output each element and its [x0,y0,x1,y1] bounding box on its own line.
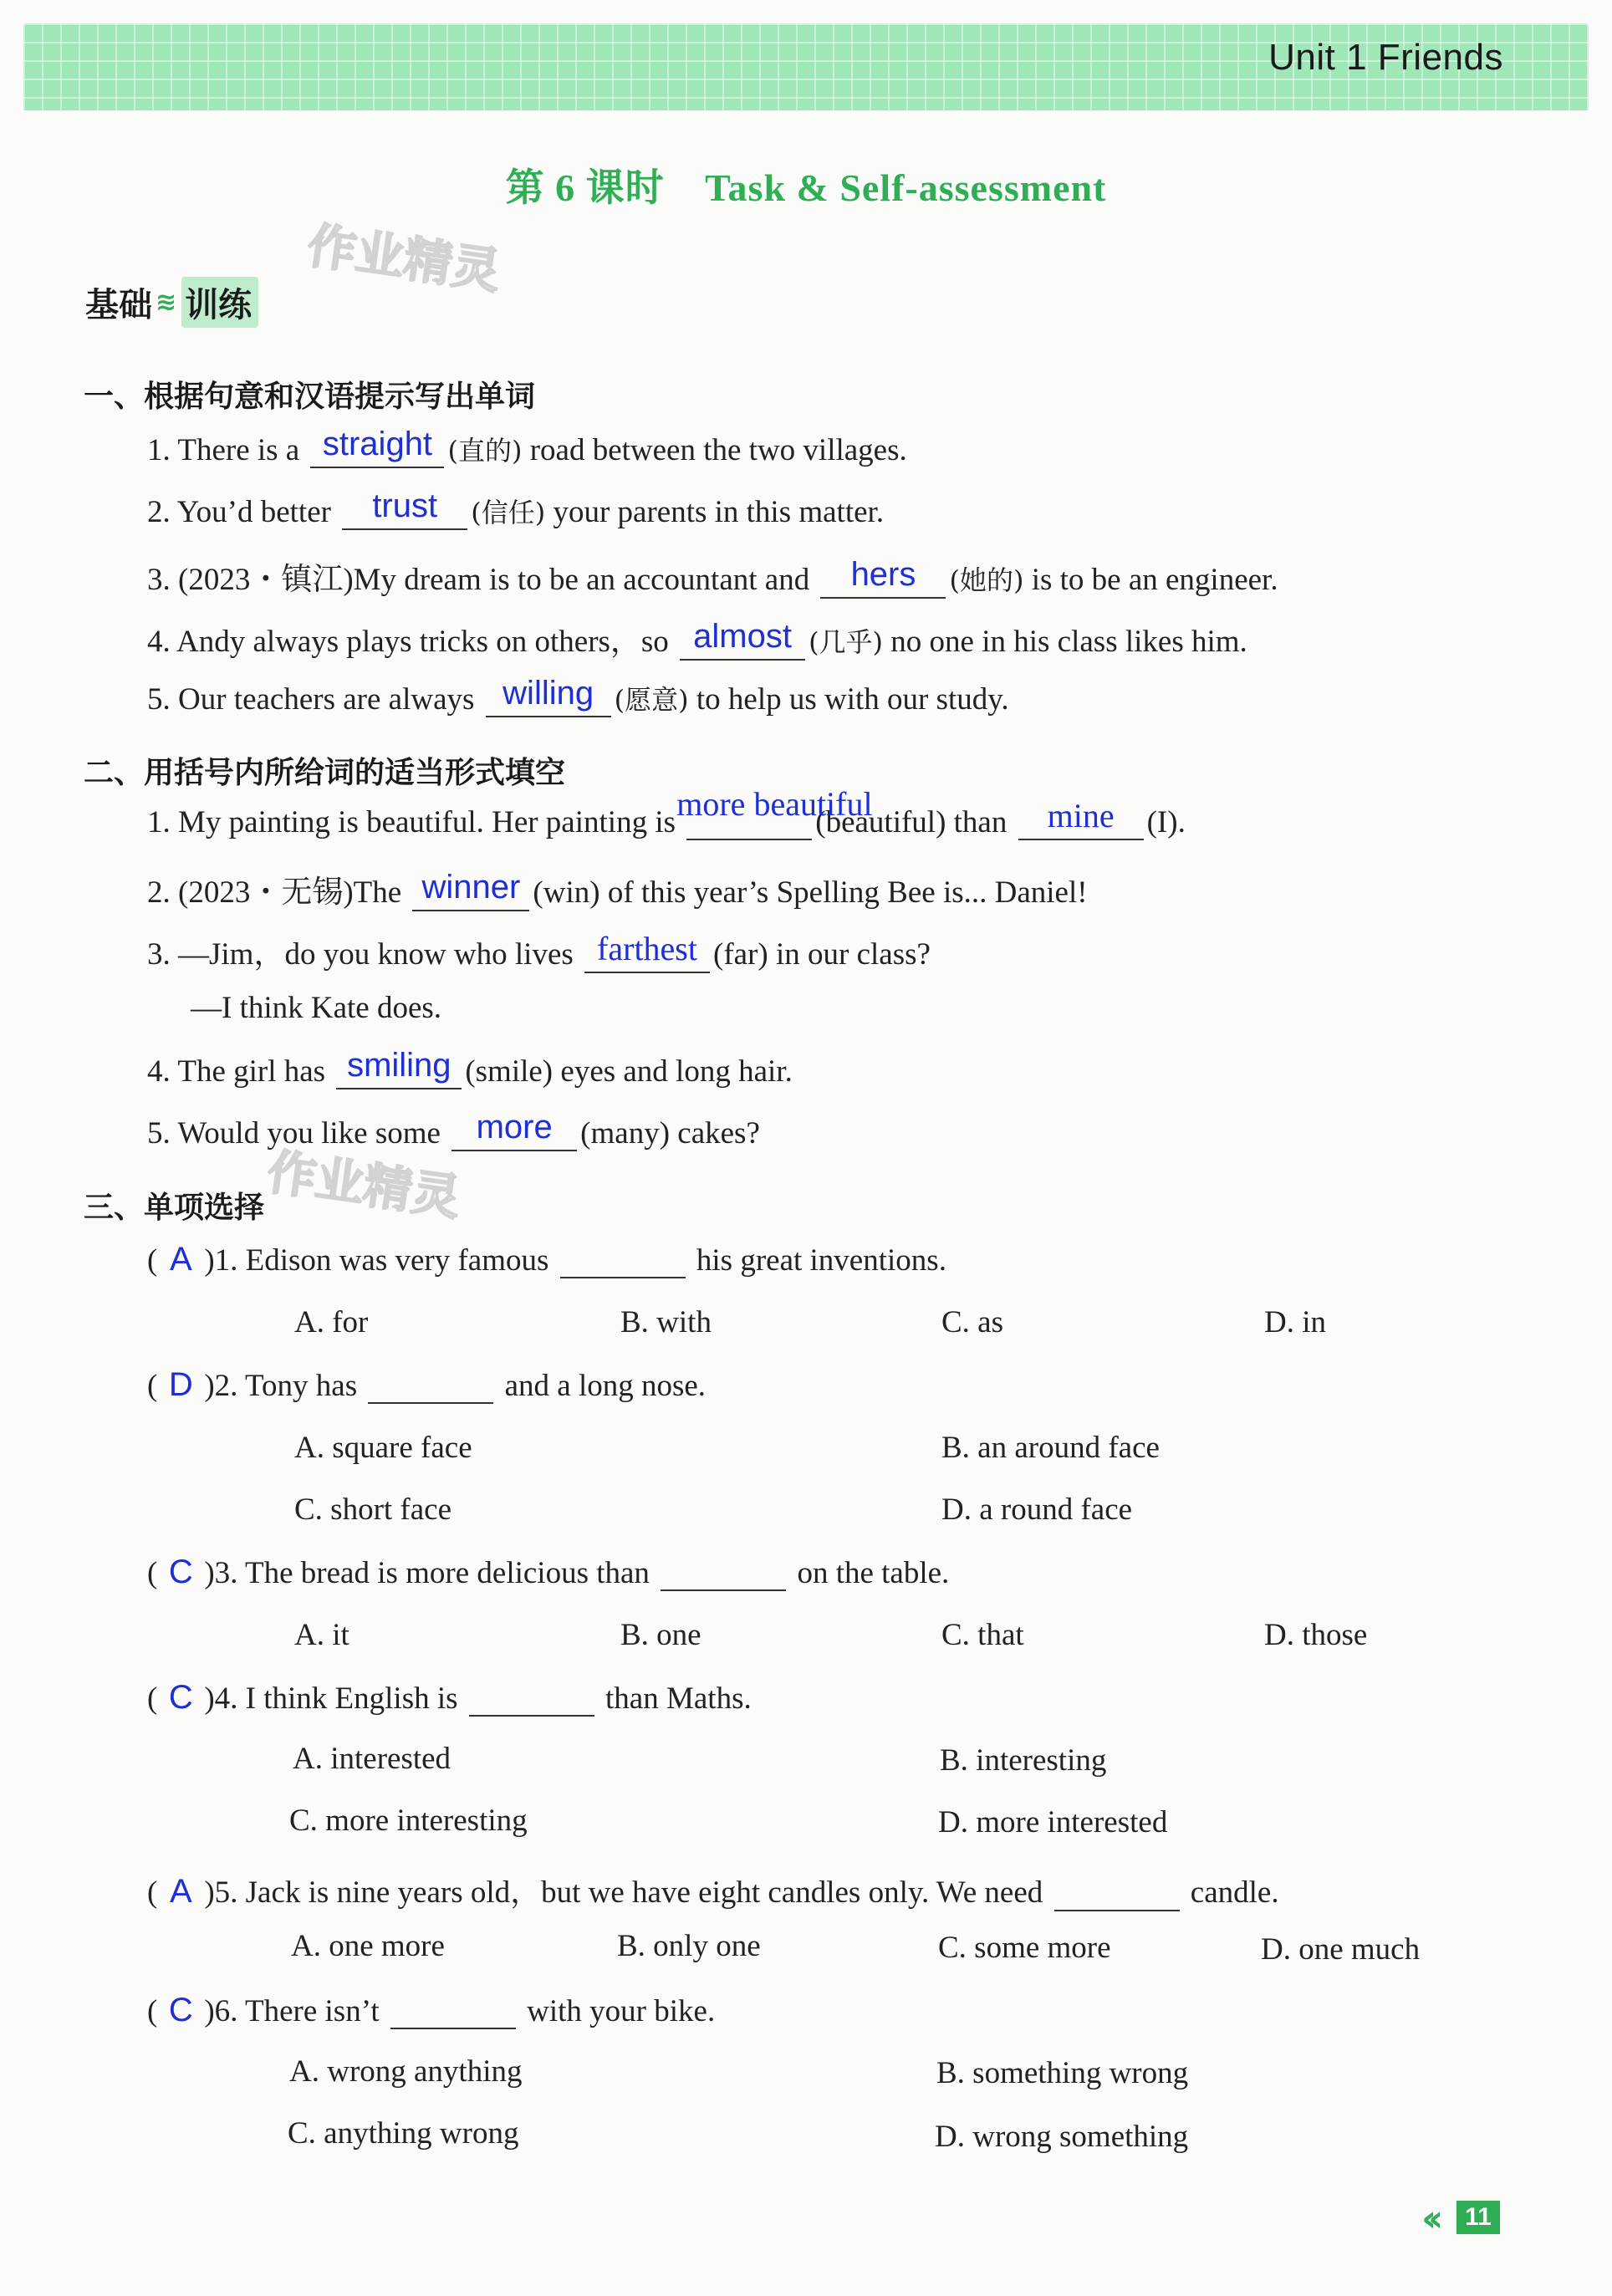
option[interactable]: C. anything wrong [288,2116,519,2151]
option[interactable]: A. wrong anything [289,2054,523,2089]
watermark: 作业精灵 [304,217,504,300]
answer-blank[interactable] [560,1243,686,1278]
lesson-name: Task & Self-assessment [705,166,1107,209]
lesson-title [0,157,1612,212]
chevron-left-icon: ‹‹ [1421,2197,1436,2240]
option[interactable]: B. with [620,1305,712,1339]
option[interactable]: C. short face [294,1492,452,1527]
answer-blank[interactable]: willing [486,682,611,717]
part2-item-4: 4. The girl has smiling (smile) eyes and long hair. [147,1047,793,1089]
part2-item-3: 3. —Jim，do you know who lives farthest (far) in our class? [147,930,931,972]
squiggle-icon: ≋ [156,287,177,317]
answer-blank[interactable]: farthest [584,938,710,973]
answer-blank[interactable] [1054,1876,1180,1911]
part2-item-5: 5. Would you like some more (many) cakes? [147,1109,760,1151]
answer-blank[interactable]: hers [820,564,946,599]
part1-item-4: 4. Andy always plays tricks on others，so almost (几乎) no one in his class likes him. [147,618,1247,659]
option[interactable]: A. it [294,1618,349,1652]
part2-item-2: 2. (2023・无锡)The winner (win) of this year’s Spelling Bee is... Daniel! [147,869,1088,910]
answer-blank[interactable]: almost [680,625,805,661]
mc-question-2: ( D )2. Tony has and a long nose. [147,1366,707,1403]
answer-blank[interactable]: straight [310,433,444,468]
badge-part1: 基础 [85,285,152,324]
mc-answer[interactable]: C [168,1992,193,2028]
answer-blank[interactable]: more beautiful [686,805,812,840]
part1-item-5: 5. Our teachers are always willing (愿意) to help us with our study. [147,675,1009,717]
mc-question-1: ( A )1. Edison was very famous his great inventions. [147,1241,946,1278]
answer-blank[interactable]: trust [342,495,467,530]
option[interactable]: B. something wrong [936,2056,1189,2090]
option[interactable]: A. one more [291,1929,445,1963]
option[interactable]: D. wrong something [935,2120,1189,2154]
option[interactable]: C. some more [938,1931,1111,1965]
page-number: 11 [1456,2201,1500,2234]
mc-answer[interactable]: C [168,1554,193,1590]
answer-blank[interactable]: more [451,1116,577,1151]
answer-blank[interactable]: smiling [336,1054,462,1089]
part1-heading: 一、根据句意和汉语提示写出单词 [84,380,536,414]
answer-blank[interactable] [390,1994,516,2029]
answer-blank[interactable] [368,1369,493,1404]
watermark: 作业精灵 [263,1143,464,1227]
section-badge [85,276,258,328]
mc-answer[interactable]: C [168,1679,193,1716]
answer-blank[interactable]: winner [412,876,529,911]
option[interactable]: C. more interesting [289,1804,528,1838]
mc-answer[interactable]: A [169,1873,192,1910]
option[interactable]: D. in [1264,1305,1326,1339]
option[interactable]: D. one much [1261,1932,1421,1967]
answer-blank[interactable] [661,1556,786,1591]
option[interactable]: A. square face [294,1431,472,1465]
mc-question-4: ( C )4. I think English is than Maths. [147,1679,752,1716]
option[interactable]: D. more interested [938,1805,1168,1839]
answer-blank[interactable] [469,1681,594,1717]
option[interactable]: C. that [941,1618,1024,1652]
part2-item-3-reply: —I think Kate does. [191,991,442,1025]
mc-question-6: ( C )6. There isn’t with your bike. [147,1992,716,2028]
mc-question-5: ( A )5. Jack is nine years old，but we have eight candles only. We need candle. [147,1873,1279,1910]
part1-item-3: 3. (2023・镇江)My dream is to be an accountant and hers (她的) is to be an engineer. [147,556,1278,597]
option[interactable]: D. those [1264,1618,1368,1652]
option[interactable]: A. for [294,1305,369,1339]
part1-item-2: 2. You’d better trust (信任) your parents in this matter. [147,487,885,529]
option[interactable]: A. interested [293,1742,451,1776]
option[interactable]: B. an around face [941,1431,1160,1465]
option[interactable]: B. interesting [940,1743,1107,1778]
option[interactable]: C. as [941,1305,1003,1339]
badge-part2: 训练 [181,277,258,328]
answer-blank[interactable]: mine [1018,805,1144,840]
part1-item-1: 1. There is a straight (直的) road between the two villages. [147,426,907,467]
lesson-number: 第 6 课时 [505,166,665,209]
mc-answer[interactable]: D [168,1366,193,1403]
option[interactable]: B. only one [617,1929,761,1963]
unit-title: Unit 1 Friends [1268,37,1503,78]
part3-heading: 三、单项选择 [84,1191,265,1225]
option[interactable]: B. one [620,1618,701,1652]
option[interactable]: D. a round face [941,1492,1133,1527]
part2-heading: 二、用括号内所给词的适当形式填空 [84,756,566,790]
part2-item-1: 1. My painting is beautiful. Her painting is more beautiful (beautiful) than mine (I). [147,785,1186,839]
mc-answer[interactable]: A [169,1241,192,1278]
mc-question-3: ( C )3. The bread is more delicious than on the table. [147,1554,950,1590]
